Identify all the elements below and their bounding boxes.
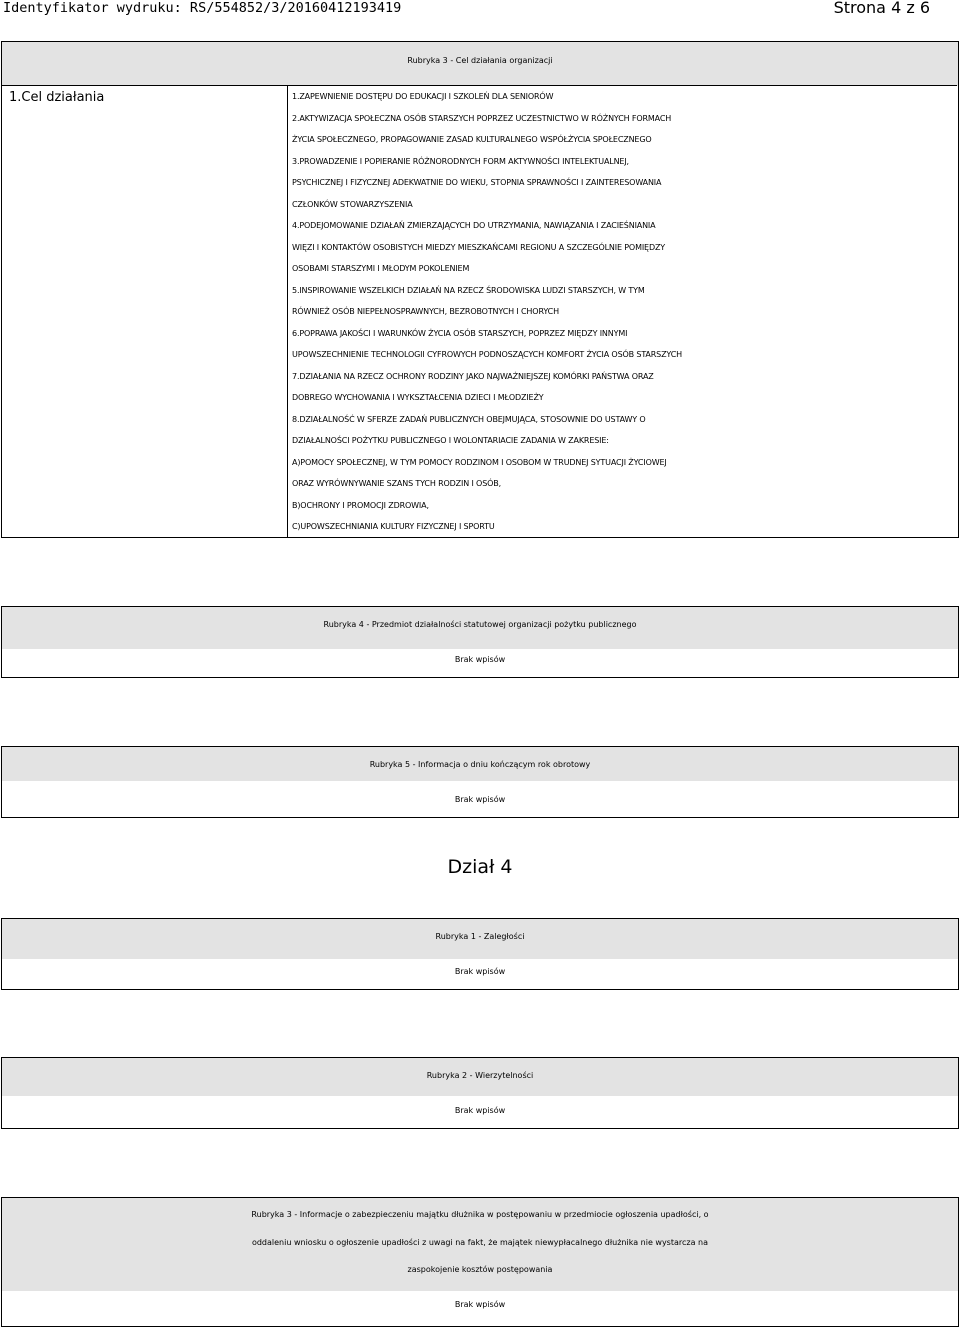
text-line: ŻYCIA SPOŁECZNEGO, PROPAGOWANIE ZASAD KULTURALNEGO WSPÓŁŻYCIA SPOŁECZNEGO	[292, 135, 652, 144]
text-line: 7.DZIAŁANIA NA RZECZ OCHRONY RODZINY JAKO NAJWAŻNIEJSZEJ KOMÓRKI PAŃSTWA ORAZ	[292, 371, 654, 381]
text-line: WIĘZI I KONTAKTÓW OSOBISTYCH MIEDZY MIESZKAŃCAMI REGIONU A SZCZEGÓLNIE POMIĘDZY	[292, 242, 666, 252]
text-line: 5.INSPIROWANIE WSZELKICH DZIAŁAŃ NA RZECZ ŚRODOWISKA LUDZI STARSZYCH, W TYM	[292, 285, 645, 295]
section-title: Rubryka 3 - Cel działania organizacji	[407, 56, 553, 65]
section-value: Brak wpisów	[454, 967, 506, 976]
text-line: 1.ZAPEWNIENIE DOSTĘPU DO EDUKACJI I SZKOLEŃ DLA SENIORÓW	[292, 92, 554, 101]
section-title-line: oddaleniu wniosku o ogłoszenie upadłości z uwagi na fakt, że majątek niewypłacalnego dłużnika nie wystarcza na	[251, 1238, 709, 1247]
section-rubryka-2	[1, 1057, 959, 1129]
text-line: 3.PROWADZENIE I POPIERANIE RÓŻNORODNYCH FORM AKTYWNOŚCI INTELEKTUALNEJ,	[292, 156, 629, 166]
print-identifier: Identyfikator wydruku: RS/554852/3/20160412193419	[3, 0, 402, 16]
section-title: Rubryka 4 - Przedmiot działalności statutowej organizacji pożytku publicznego	[323, 620, 637, 629]
section-title: Rubryka 1 - Zaległości	[435, 932, 525, 941]
text-line: 2.AKTYWIZACJA SPOŁECZNA OSÓB STARSZYCH POPRZEZ UCZESTNICTWO W RÓŻNYCH FORMACH	[292, 113, 672, 123]
section-value: Brak wpisów	[454, 795, 506, 804]
section-rubryka-4	[1, 606, 959, 678]
column-divider	[287, 86, 288, 538]
section-value: Brak wpisów	[454, 1300, 506, 1309]
text-line: CZŁONKÓW STOWARZYSZENIA	[292, 199, 413, 209]
field-label: 1.Cel działania	[9, 90, 105, 105]
text-line: C)UPOWSZECHNIANIA KULTURY FIZYCZNEJ I SPORTU	[292, 522, 495, 531]
text-line: B)OCHRONY I PROMOCJI ZDROWIA,	[292, 500, 429, 510]
section-title-line: zaspokojenie kosztów postępowania	[407, 1265, 553, 1274]
cel-dzialania-row	[1, 85, 957, 538]
section-title: Rubryka 5 - Informacja o dniu kończącym rok obrotowy	[369, 760, 591, 769]
page-header	[0, 0, 960, 20]
field-value	[292, 86, 956, 538]
section-title: Rubryka 2 - Wierzytelności	[426, 1071, 534, 1080]
text-line: 6.POPRAWA JAKOŚCI I WARUNKÓW ŻYCIA OSÓB STARSZYCH, POPRZEZ MIĘDZY INNYMI	[292, 328, 628, 338]
section-rubryka-3-upadlosc	[1, 1197, 959, 1327]
text-line: DOBREGO WYCHOWANIA I WYKSZTAŁCENIA DZIECI I MŁODZIEŻY	[292, 393, 544, 402]
text-line: 4.PODEJOMOWANIE DZIAŁAŃ ZMIERZAJĄCYCH DO UTRZYMANIA, NAWIĄZANIA I ZACIEŚNIANIA	[292, 221, 656, 230]
text-line: RÓWNIEŻ OSÓB NIEPEŁNOSPRAWNYCH, BEZROBOTNYCH I CHORYCH	[292, 307, 559, 316]
text-line: OSOBAMI STARSZYMI I MŁODYM POKOLENIEM	[292, 264, 470, 273]
page-number: Strona 4 z 6	[833, 0, 930, 17]
section-rubryka-5	[1, 746, 959, 818]
text-line: DZIAŁALNOŚCI POŻYTKU PUBLICZNEGO I WOLONTARIACIE ZADANIA W ZAKRESIE:	[292, 436, 609, 445]
section-value: Brak wpisów	[454, 1106, 506, 1115]
section-value: Brak wpisów	[454, 655, 506, 664]
section-title-line: Rubryka 3 - Informacje o zabezpieczeniu majątku dłużnika w postępowaniu w przedmiocie ogłoszenia upadłości, o	[251, 1210, 709, 1219]
text-line: 8.DZIAŁALNOŚĆ W SFERZE ZADAŃ PUBLICZNYCH OBEJMUJĄCA, STOSOWNIE DO USTAWY O	[292, 414, 646, 424]
text-line: A)POMOCY SPOŁECZNEJ, W TYM POMOCY RODZINOM I OSOBOM W TRUDNEJ SYTUACJI ŻYCIOWEJ	[292, 457, 667, 467]
dzial-heading: Dział 4	[447, 856, 513, 878]
text-line: PSYCHICZNEJ I FIZYCZNEJ ADEKWATNIE DO WIEKU, STOPNIA SPRAWNOŚCI I ZAINTERESOWANIA	[292, 178, 662, 187]
text-line: UPOWSZECHNIENIE TECHNOLOGII CYFROWYCH PODNOSZĄCYCH KOMFORT ŻYCIA OSÓB STARSZYCH	[292, 350, 683, 359]
text-line: ORAZ WYRÓWNYWANIE SZANS TYCH RODZIN I OSÓB,	[292, 479, 502, 488]
section-rubryka-1	[1, 918, 959, 990]
